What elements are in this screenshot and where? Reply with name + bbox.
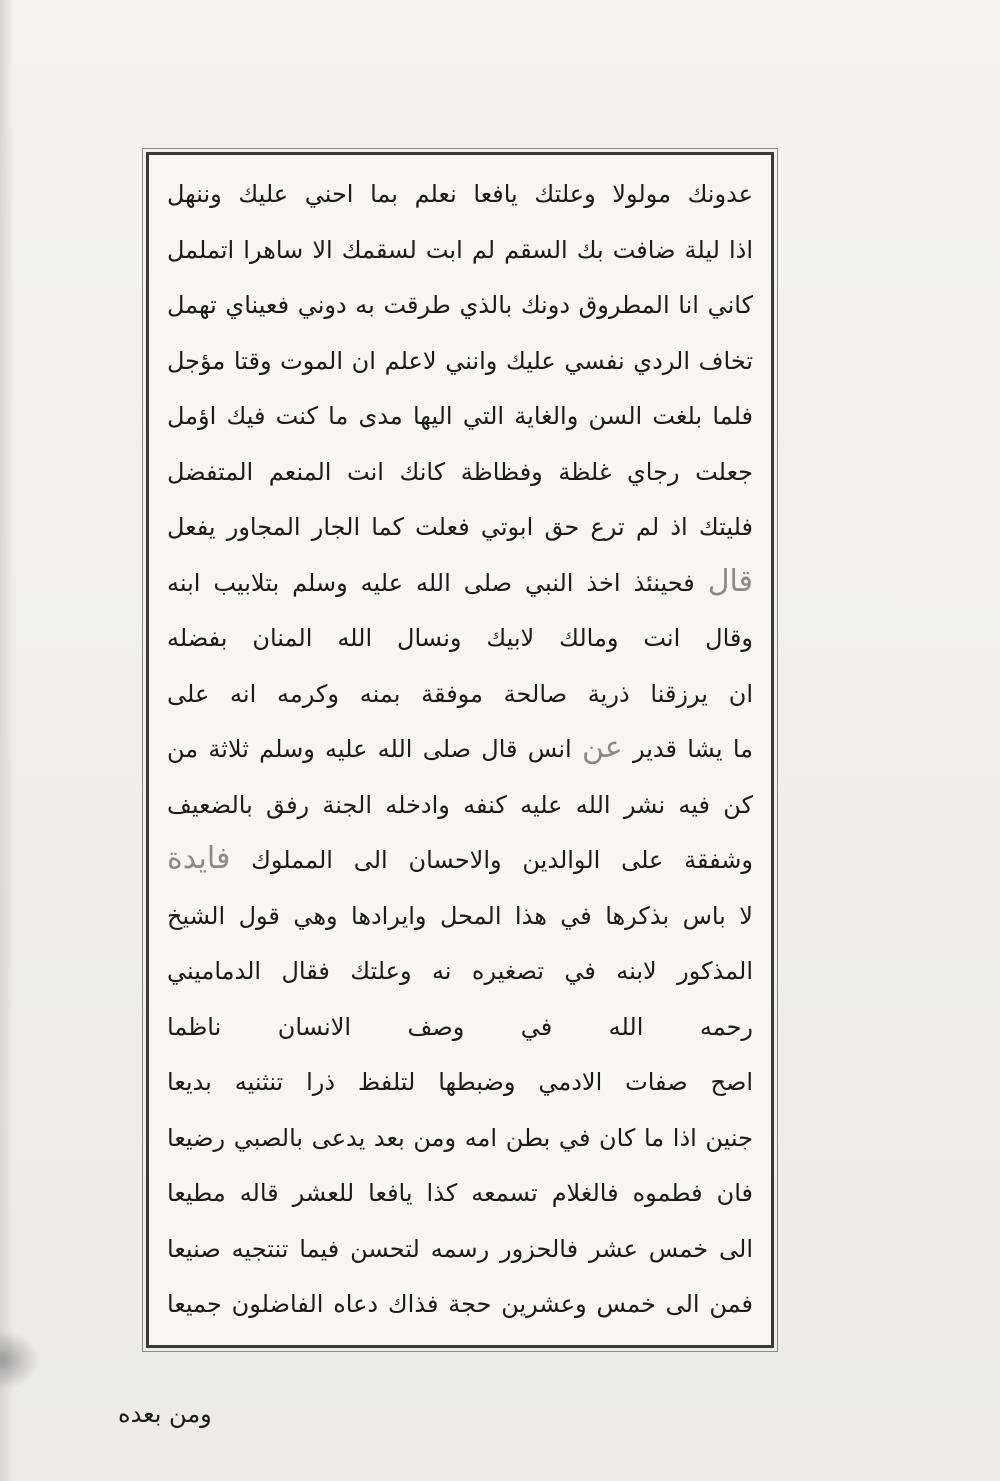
rubric-word: عن: [581, 732, 623, 765]
line-text: تخاف الردي نفسي عليك وانني لاعلم ان الموت وقتا مؤجل: [167, 346, 753, 375]
text-lines: [167, 177, 753, 1327]
text-line-8: [167, 566, 753, 606]
line-text: رحمه الله في وصف الانسان ناظما: [167, 1012, 753, 1041]
rubric-word: قال: [707, 565, 753, 599]
catchword: ومن بعده: [118, 1400, 212, 1428]
text-line-19: [167, 1176, 753, 1216]
line-text: اذا ليلة ضافت بك السقم لم ابت لسقمك الا ساهرا اتململ: [167, 235, 753, 264]
line-text: عدونك مولولا وعلتك يافعا نعلم بما احني عليك وننهل: [167, 180, 753, 208]
line-text: فمن الى خمس وعشرين حجة فذاك دعاه الفاضلون جميعا: [167, 1290, 753, 1318]
text-line-18: [167, 1121, 753, 1161]
page-edge-shadow: [0, 0, 14, 1481]
line-text: لا باس بذكرها في هذا المحل وايرادها وهي قول الشيخ: [167, 901, 753, 930]
text-line-5: [167, 399, 753, 439]
line-text: انس قال صلى الله عليه وسلم ثلاثة من: [167, 735, 582, 763]
line-text: كاني انا المطروق دونك بالذي طرقت به دوني فعيناي تهمل: [167, 291, 753, 319]
text-line-3: [167, 288, 753, 328]
text-line-20: [167, 1232, 753, 1272]
text-block-frame: [146, 152, 774, 1348]
line-text: اصح صفات الادمي وضبطها لتلفظ ذرا تنثنيه بديعا: [167, 1068, 753, 1096]
text-line-10: [167, 677, 753, 717]
rubric-word: فايدة: [167, 843, 231, 876]
line-text: المذكور لابنه في تصغيره نه وعلتك فقال الدماميني: [167, 957, 753, 985]
line-text: كن فيه نشر الله عليه كنفه وادخله الجنة رفق بالضعيف: [167, 790, 753, 819]
text-line-14: [167, 899, 753, 939]
text-line-2: [167, 233, 753, 273]
text-line-13: [167, 843, 753, 883]
line-text: فليتك اذ لم ترع حق ابوتي فعلت كما الجار المجاور يفعل: [167, 513, 753, 541]
text-line-11: [167, 732, 753, 772]
line-text: الى خمس عشر فالحزور رسمه لتحسن فيما تنتجيه صنيعا: [167, 1234, 753, 1263]
text-line-12: [167, 788, 753, 828]
line-text: فلما بلغت السن والغاية التي اليها مدى ما كنت فيك اؤمل: [167, 402, 753, 430]
text-line-15: [167, 954, 753, 994]
line-pre: ما يشا قدير: [622, 735, 753, 763]
text-line-21: [167, 1287, 753, 1327]
text-line-7: [167, 510, 753, 550]
line-text: ان يرزقنا ذرية صالحة موفقة بمنه وكرمه انه على: [167, 679, 753, 708]
page-edge-stain: [0, 1330, 40, 1390]
text-line-4: [167, 344, 753, 384]
line-text: جعلت رجاي غلظة وفظاظة كانك انت المنعم المتفضل: [167, 457, 753, 486]
line-pre: وشفقة على الوالدين والاحسان الى المملوك: [230, 846, 753, 874]
line-text: فان فطموه فالغلام تسمعه كذا يافعا للعشر قاله مطيعا: [167, 1179, 753, 1207]
text-line-6: [167, 455, 753, 495]
text-line-1: [167, 177, 753, 217]
line-text: فحينئذ اخذ النبي صلى الله عليه وسلم بتلابيب ابنه: [167, 568, 708, 597]
text-line-16: [167, 1010, 753, 1050]
line-text: وقال انت ومالك لابيك ونسال الله المنان بفضله: [167, 624, 753, 652]
text-line-17: [167, 1065, 753, 1105]
line-text: جنين اذا ما كان في بطن امه ومن بعد يدعى بالصبي رضيعا: [167, 1123, 753, 1152]
text-line-9: [167, 621, 753, 661]
